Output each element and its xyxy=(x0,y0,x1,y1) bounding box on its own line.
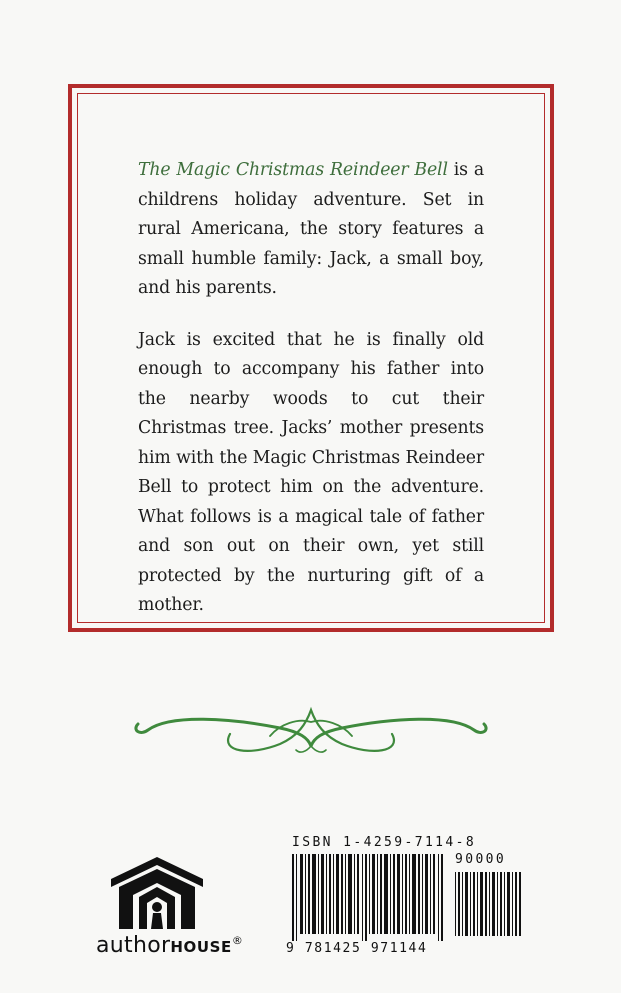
publisher-name-part1: author xyxy=(96,933,171,958)
registered-mark: ® xyxy=(231,934,244,947)
publisher-wordmark xyxy=(96,933,243,958)
blurb-paragraph-2: Jack is excited that he is finally old enough to accompany his father into the nearby woods to cut their Christmas tree. Jacks’ mother presents him with the Magic Christmas Reindeer Bell to protect him on the adventure. What follows is a magical tale of father and son out on their own, yet still protected by the nurturing gift of a mother. xyxy=(138,329,484,615)
isbn-label: ISBN 1-4259-7114-8 xyxy=(292,835,477,850)
price-code-label: 90000 xyxy=(455,852,507,867)
publisher-name-part2: HOUSE xyxy=(170,938,232,956)
blurb-paragraph-1-text: is a childrens holiday adventure. Set in rural Americana, the story features a small humble family: Jack, a small boy, and his parents. xyxy=(138,160,485,298)
authorhouse-logo-icon xyxy=(111,857,203,931)
book-title: The Magic Christmas Reindeer Bell xyxy=(138,160,448,180)
blurb-paragraph-1 xyxy=(138,156,484,304)
price-addon-barcode xyxy=(455,872,523,936)
back-cover-blurb xyxy=(138,156,484,643)
decorative-flourish-icon xyxy=(130,704,492,758)
isbn-barcode xyxy=(292,854,444,941)
ean-digits: 9 781425 971144 xyxy=(286,941,428,956)
